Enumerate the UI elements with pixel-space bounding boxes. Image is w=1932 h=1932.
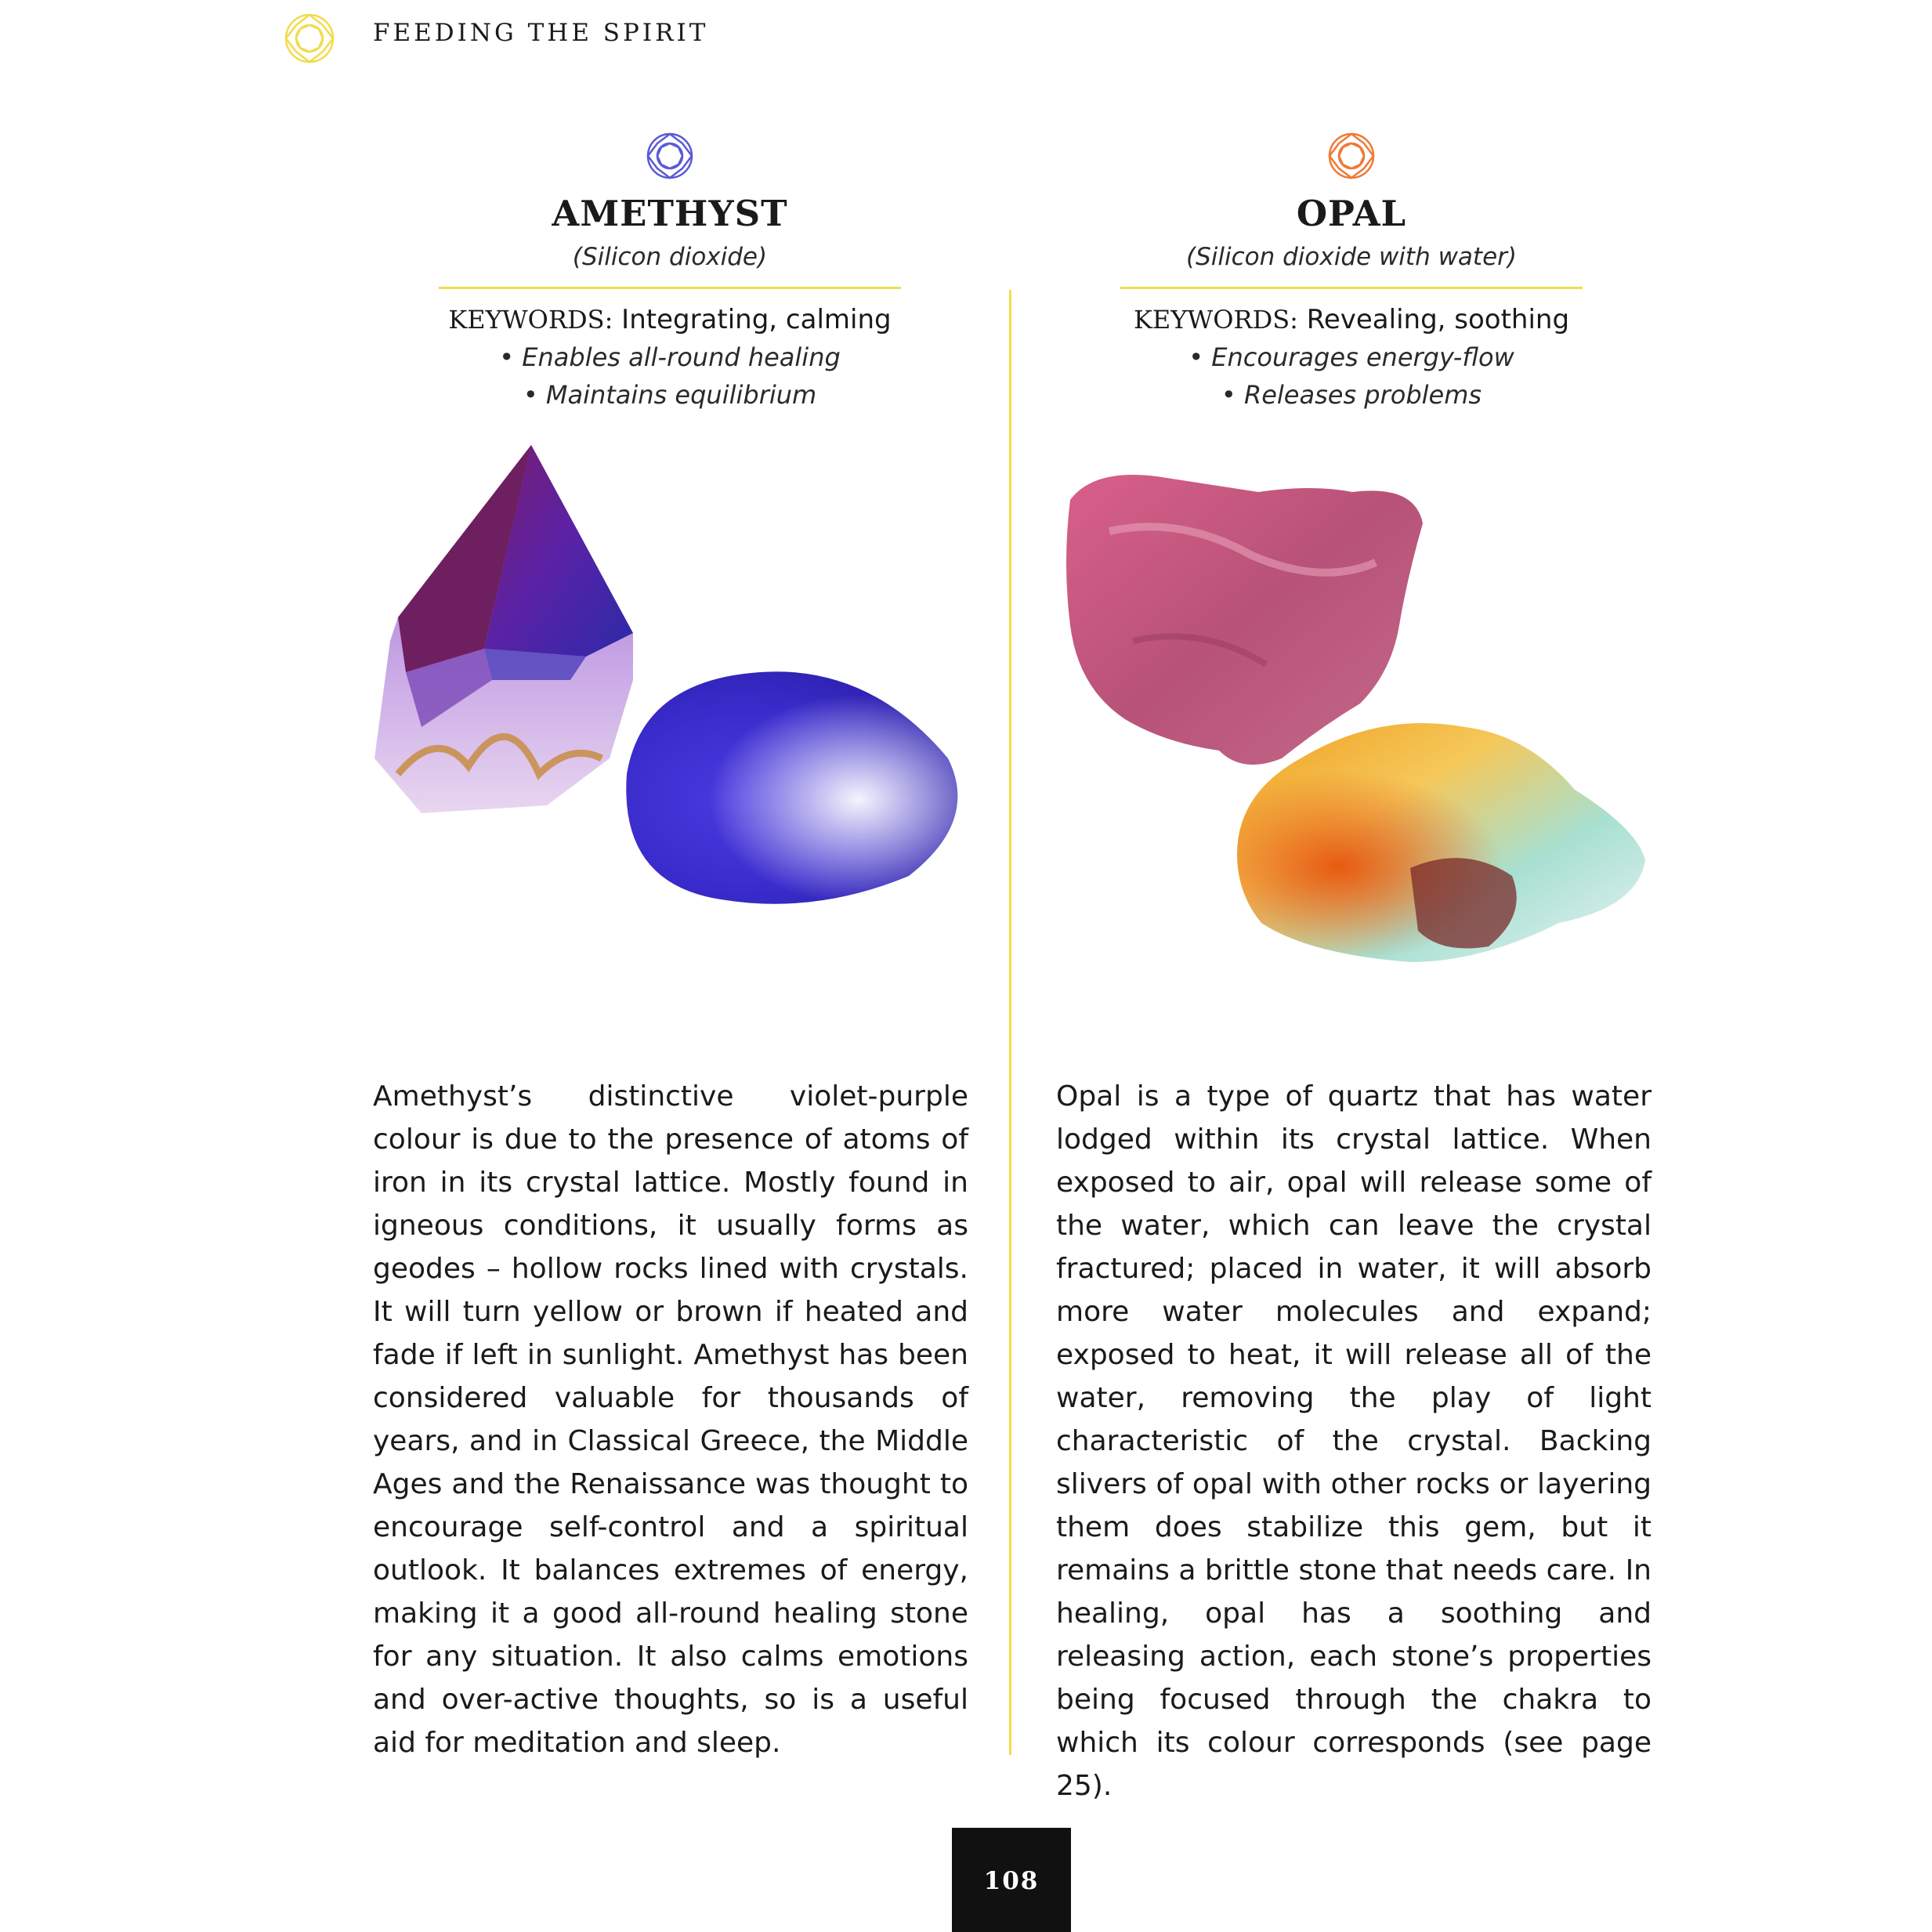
property-bullet: • Enables all-round healing (499, 342, 841, 373)
column-divider (1009, 290, 1011, 1755)
stone-description: Opal is a type of quartz that has water lodged within its crystal lattice. When exposed to air, opal will release some of the water, which can leave the crystal fractured; placed in water, it will absorb more water molecules and expand; exposed to heat, it will release all of the water, removing the play of light characteristic of the crystal. Backing slivers of opal with other rocks or layering them does stabilize this gem, but it remains a brittle stone that needs care. In healing, opal has a soothing and releasing action, each stone’s properties being focused through the chakra to which its colour corresponds (see page 25). (1056, 1080, 1652, 1802)
fire-opal-image (1230, 711, 1653, 970)
stone-description: Amethyst’s distinctive violet-purple colour is due to the presence of atoms of iron in its crystal lattice. Mostly found in igneous conditions, it usually forms as geodes – hollow rocks lined with crystals. It will turn yellow or brown if heated and fade if left in sunlight. Amethyst has been considered valuable for thousands of years, and in Classical Greece, the Middle Ages and the Renaissance was thought to encourage self-control and a spiritual outlook. It balances extremes of energy, making it a good all-round healing stone for any situation. It also calms emotions and over-active thoughts, so is a useful aid for meditation and sleep. (373, 1080, 968, 1759)
running-header: FEEDING THE SPIRIT (373, 19, 709, 47)
stone-formula: (Silicon dioxide) (572, 242, 768, 271)
keywords-value: Revealing, soothing (1306, 303, 1570, 335)
stone-name: AMETHYST (552, 193, 788, 234)
keywords-line (368, 303, 971, 337)
tumbled-amethyst-image (611, 664, 971, 915)
stone-entry-amethyst (368, 132, 971, 1009)
keywords-value: Integrating, calming (621, 303, 892, 335)
keywords-label: KEYWORDS: (1133, 304, 1298, 335)
stone-name: OPAL (1296, 193, 1407, 234)
opal-photos (1050, 429, 1653, 1009)
gem-outline-icon (284, 13, 335, 64)
amethyst-photos (368, 429, 971, 1009)
gem-outline-icon (1327, 132, 1376, 180)
page-number: 108 (952, 1828, 1071, 1932)
property-bullet: • Releases problems (1221, 380, 1482, 411)
property-bullet: • Encourages energy-flow (1189, 342, 1514, 373)
keywords-line (1050, 303, 1653, 337)
property-bullet: • Maintains equilibrium (523, 380, 817, 411)
stone-formula: (Silicon dioxide with water) (1186, 242, 1517, 271)
keywords-label: KEYWORDS: (448, 304, 613, 335)
title-rule (1120, 287, 1583, 289)
stone-entry-opal (1050, 132, 1653, 1009)
title-rule (439, 287, 901, 289)
gem-outline-icon (646, 132, 694, 180)
